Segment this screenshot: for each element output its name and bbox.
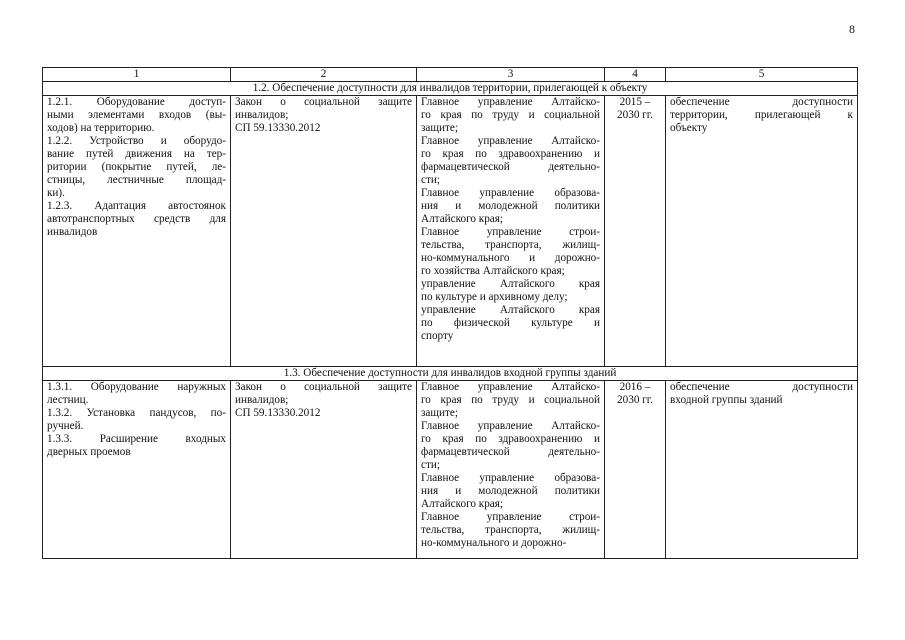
cell-text-line: ручней. [47, 420, 84, 432]
cell-text-line: спорту [421, 330, 454, 342]
cell-text-line: Алтайского края; [421, 498, 504, 510]
cell-text-line: го края по здравоохранению и [421, 433, 600, 445]
cell-text-line: входной группы зданий [670, 394, 783, 406]
cell-text-line: управление Алтайского края [421, 304, 600, 316]
cell-text-line: инвалидов [47, 226, 98, 238]
result-cell [666, 381, 858, 559]
page-number: 8 [849, 22, 855, 36]
cell-text-line: стницы, лестничные площад- [47, 174, 226, 186]
cell-text-line: Главное управление Алтайско- [421, 381, 600, 393]
cell-text-line: Главное управление строи- [421, 226, 600, 238]
cell-text-line: тельства, транспорта, жилищ- [421, 524, 600, 536]
cell-text-line: но-коммунального и дорожно- [421, 252, 600, 264]
measures-table [42, 67, 858, 559]
result-cell [666, 96, 858, 367]
table-row [43, 381, 858, 559]
cell-text-line: но-коммунального и дорожно- [421, 537, 567, 549]
cell-text-line: 2016 – [619, 381, 651, 393]
measures-cell [43, 381, 231, 559]
cell-text-line: 1.2.3. Адаптация автостоянок [47, 200, 226, 212]
cell-text-line: Главное управление образова- [421, 472, 600, 484]
cell-text-line: объекту [670, 122, 708, 134]
cell-text-line: 1.3.3. Расширение входных [47, 433, 226, 445]
column-number: 2 [231, 68, 417, 82]
column-number-row [43, 68, 858, 82]
cell-text-line: СП 59.13330.2012 [235, 122, 321, 134]
cell-text-line: по физической культуре и [421, 317, 600, 329]
cell-text-line: обеспечение доступности [670, 381, 853, 393]
cell-text-line: СП 59.13330.2012 [235, 407, 321, 419]
column-number: 4 [605, 68, 666, 82]
cell-text-line: вание путей движения на тер- [47, 148, 226, 160]
cell-text-line: ния и молодежной политики [421, 485, 600, 497]
cell-text-line: фармацевтической деятельно- [421, 446, 600, 458]
cell-text-line: го края по здравоохранению и [421, 148, 600, 160]
cell-text-line: го края по труду и социальной [421, 394, 600, 406]
executors-cell [417, 381, 605, 559]
column-number: 1 [43, 68, 231, 82]
period-cell [605, 381, 666, 559]
cell-text-line: сти; [421, 459, 440, 471]
cell-text-line: сти; [421, 174, 440, 186]
cell-text-line: Закон о социальной защите [235, 96, 412, 108]
cell-text-line: 2030 гг. [617, 394, 653, 406]
cell-text-line: Главное управление образова- [421, 187, 600, 199]
cell-text-line: го края по труду и социальной [421, 109, 600, 121]
cell-text-line: защите; [421, 407, 458, 419]
cell-text-line: лестниц. [47, 394, 89, 406]
column-number: 3 [417, 68, 605, 82]
cell-text-line: ными элементами входов (вы- [47, 109, 226, 121]
cell-text-line: автотранспортных средств для [47, 213, 226, 225]
cell-text-line: тельства, транспорта, жилищ- [421, 239, 600, 251]
cell-text-line: 2015 – [619, 96, 651, 108]
table-row [43, 96, 858, 367]
cell-text-line: обеспечение доступности [670, 96, 853, 108]
executors-cell [417, 96, 605, 367]
measures-cell [43, 96, 231, 367]
cell-text-line: Главное управление Алтайско- [421, 96, 600, 108]
cell-text-line: 1.3.1. Оборудование наружных [47, 381, 226, 393]
cell-text-line: 2030 гг. [617, 109, 653, 121]
section-title: 1.2. Обеспечение доступности для инвалидов территории, прилегающей к объекту [43, 82, 858, 96]
cell-text-line: Главное управление Алтайско- [421, 135, 600, 147]
cell-text-line: ки). [47, 187, 65, 199]
cell-text-line: ния и молодежной политики [421, 200, 600, 212]
cell-text-line: Закон о социальной защите [235, 381, 412, 393]
cell-text-line: 1.2.2. Устройство и оборудо- [47, 135, 226, 147]
cell-text-line: дверных проемов [47, 446, 131, 458]
cell-text-line: Главное управление Алтайско- [421, 420, 600, 432]
section-header-row [43, 82, 858, 96]
cell-text-line: инвалидов; [235, 109, 289, 121]
cell-text-line: управление Алтайского края [421, 278, 600, 290]
cell-text-line: ходов) на территорию. [47, 122, 155, 134]
cell-text-line: инвалидов; [235, 394, 289, 406]
cell-text-line: по культуре и архивному делу; [421, 291, 568, 303]
period-cell [605, 96, 666, 367]
section-header-row [43, 367, 858, 381]
legal-basis-cell [231, 96, 417, 367]
section-title: 1.3. Обеспечение доступности для инвалидов входной группы зданий [43, 367, 858, 381]
cell-text-line: территории, прилегающей к [670, 109, 853, 121]
cell-text-line: защите; [421, 122, 458, 134]
cell-text-line: ритории (покрытие путей, ле- [47, 161, 226, 173]
cell-text-line: го хозяйства Алтайского края; [421, 265, 565, 277]
column-number: 5 [666, 68, 858, 82]
cell-text-line: фармацевтической деятельно- [421, 161, 600, 173]
cell-text-line: 1.2.1. Оборудование доступ- [47, 96, 226, 108]
cell-text-line: Главное управление строи- [421, 511, 600, 523]
legal-basis-cell [231, 381, 417, 559]
cell-text-line: Алтайского края; [421, 213, 504, 225]
cell-text-line: 1.3.2. Установка пандусов, по- [47, 407, 226, 419]
